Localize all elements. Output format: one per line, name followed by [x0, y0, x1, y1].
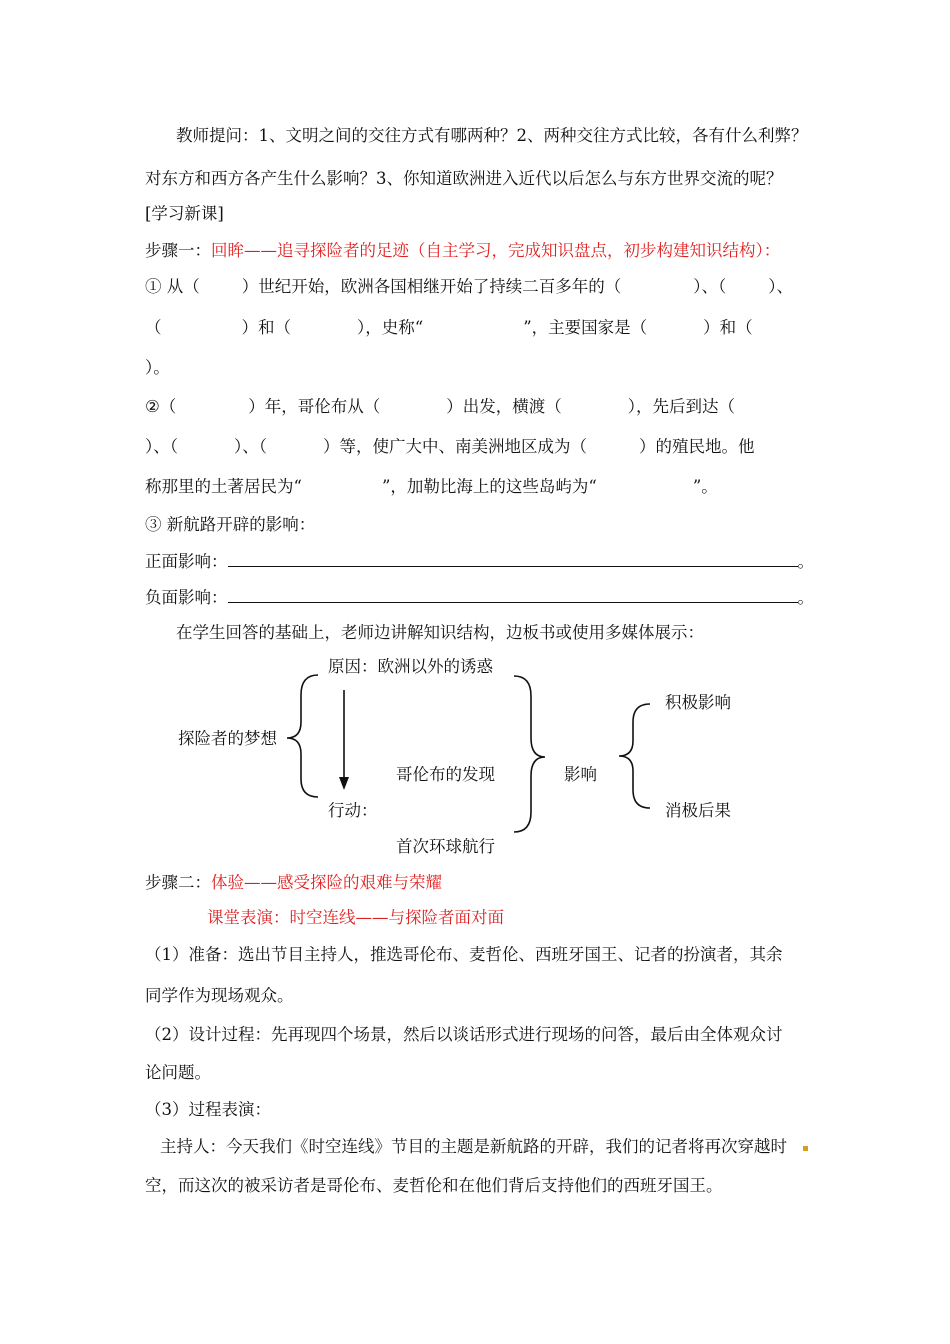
q1-text: ）、（ [693, 277, 727, 296]
diagram-columbus: 哥伦布的发现 [396, 765, 495, 784]
left-brace [287, 675, 318, 797]
q2-text: ）出发，横渡（ [446, 397, 562, 416]
perf-design-line1: （2）设计过程：先再现四个场景，然后以谈话形式进行现场的问答，最后由全体观众讨 [145, 1025, 783, 1044]
q2-text: 称那里的土著居民为“ [145, 477, 302, 496]
transition-text: 在学生回答的基础上，老师边讲解知识结构，边板书或使用多媒体展示： [176, 623, 704, 642]
q1-text: ）和（ [703, 318, 753, 337]
section-heading: [学习新课] [145, 204, 224, 223]
perf-prep-line2: 同学作为现场观众。 [145, 986, 294, 1005]
q2-text: ），先后到达（ [627, 397, 736, 416]
diagram-cause: 原因：欧洲以外的诱惑 [328, 657, 493, 676]
right-brace [619, 704, 650, 808]
negative-label: 负面影响： [145, 588, 228, 607]
middle-brace [514, 676, 545, 832]
q1-text: ），史称“ [357, 318, 424, 337]
q2-text: ”。 [692, 477, 718, 496]
q2-text: ”，加勒比海上的这些岛屿为“ [381, 477, 597, 496]
perf-prep-line1: （1）准备：选出节目主持人，推选哥伦布、麦哲伦、西班牙国王、记者的扮演者，其余 [145, 945, 783, 964]
positive-label: 正面影响： [145, 552, 228, 571]
step2-label: 步骤二： [145, 873, 211, 892]
step2-subtitle: 课堂表演：时空连线——与探险者面对面 [207, 908, 504, 927]
q1-text: ① 从（ [145, 277, 200, 296]
marker-dot [803, 1146, 808, 1151]
diagram-positive: 积极影响 [665, 693, 731, 712]
step1-label: 步骤一： [145, 241, 211, 260]
q1-text: （ [145, 318, 162, 337]
teacher-question-line2: 对东方和西方各产生什么影响？3、你知道欧洲进入近代以后怎么与东方世界交流的呢？ [145, 169, 783, 188]
q2-text: ）的殖民地。他 [639, 437, 755, 456]
step2-title: 体验——感受探险的艰难与荣耀 [211, 873, 442, 892]
q2-text: ）、（ [234, 437, 267, 456]
host-line2: 空，而这次的被采访者是哥伦布、麦哲伦和在他们背后支持他们的西班牙国王。 [145, 1176, 723, 1195]
step1-title: 回眸——追寻探险者的足迹（自主学习，完成知识盘点，初步构建知识结构）： [211, 241, 781, 260]
diagram-circumnavigation: 首次环球航行 [396, 837, 495, 856]
arrow-head [339, 777, 349, 790]
teacher-question-line1: 教师提问：1、文明之间的交往方式有哪两种？2、两种交往方式比较，各有什么利弊？ [176, 126, 808, 145]
q2-text: ）等，使广大中、南美洲地区成为（ [323, 437, 587, 456]
q2-text: ②（ [145, 397, 177, 416]
q1-text: ）和（ [241, 318, 291, 337]
q3-title: ③ 新航路开辟的影响： [145, 515, 316, 534]
q2-text: ）、（ [145, 437, 178, 456]
period: 。 [797, 588, 814, 607]
step2-heading [145, 872, 442, 894]
q2-text: ）年，哥伦布从（ [248, 397, 381, 416]
diagram-negative: 消极后果 [665, 801, 731, 820]
q1-text: ）。 [145, 358, 170, 377]
perf-process-title: （3）过程表演： [145, 1100, 271, 1119]
period: 。 [797, 552, 814, 571]
diagram-dream: 探险者的梦想 [178, 729, 277, 748]
host-line1: 主持人：今天我们《时空连线》节目的主题是新航路的开辟，我们的记者将再次穿越时 [160, 1137, 787, 1156]
q1-text: ）世纪开始，欧洲各国相继开始了持续二百多年的（ [241, 277, 622, 296]
diagram-impact: 影响 [564, 765, 597, 784]
q1-text: ）、 [768, 277, 793, 296]
q1-text: ”，主要国家是（ [523, 318, 648, 337]
diagram-action: 行动： [328, 801, 378, 820]
perf-design-line2: 论问题。 [145, 1063, 211, 1082]
